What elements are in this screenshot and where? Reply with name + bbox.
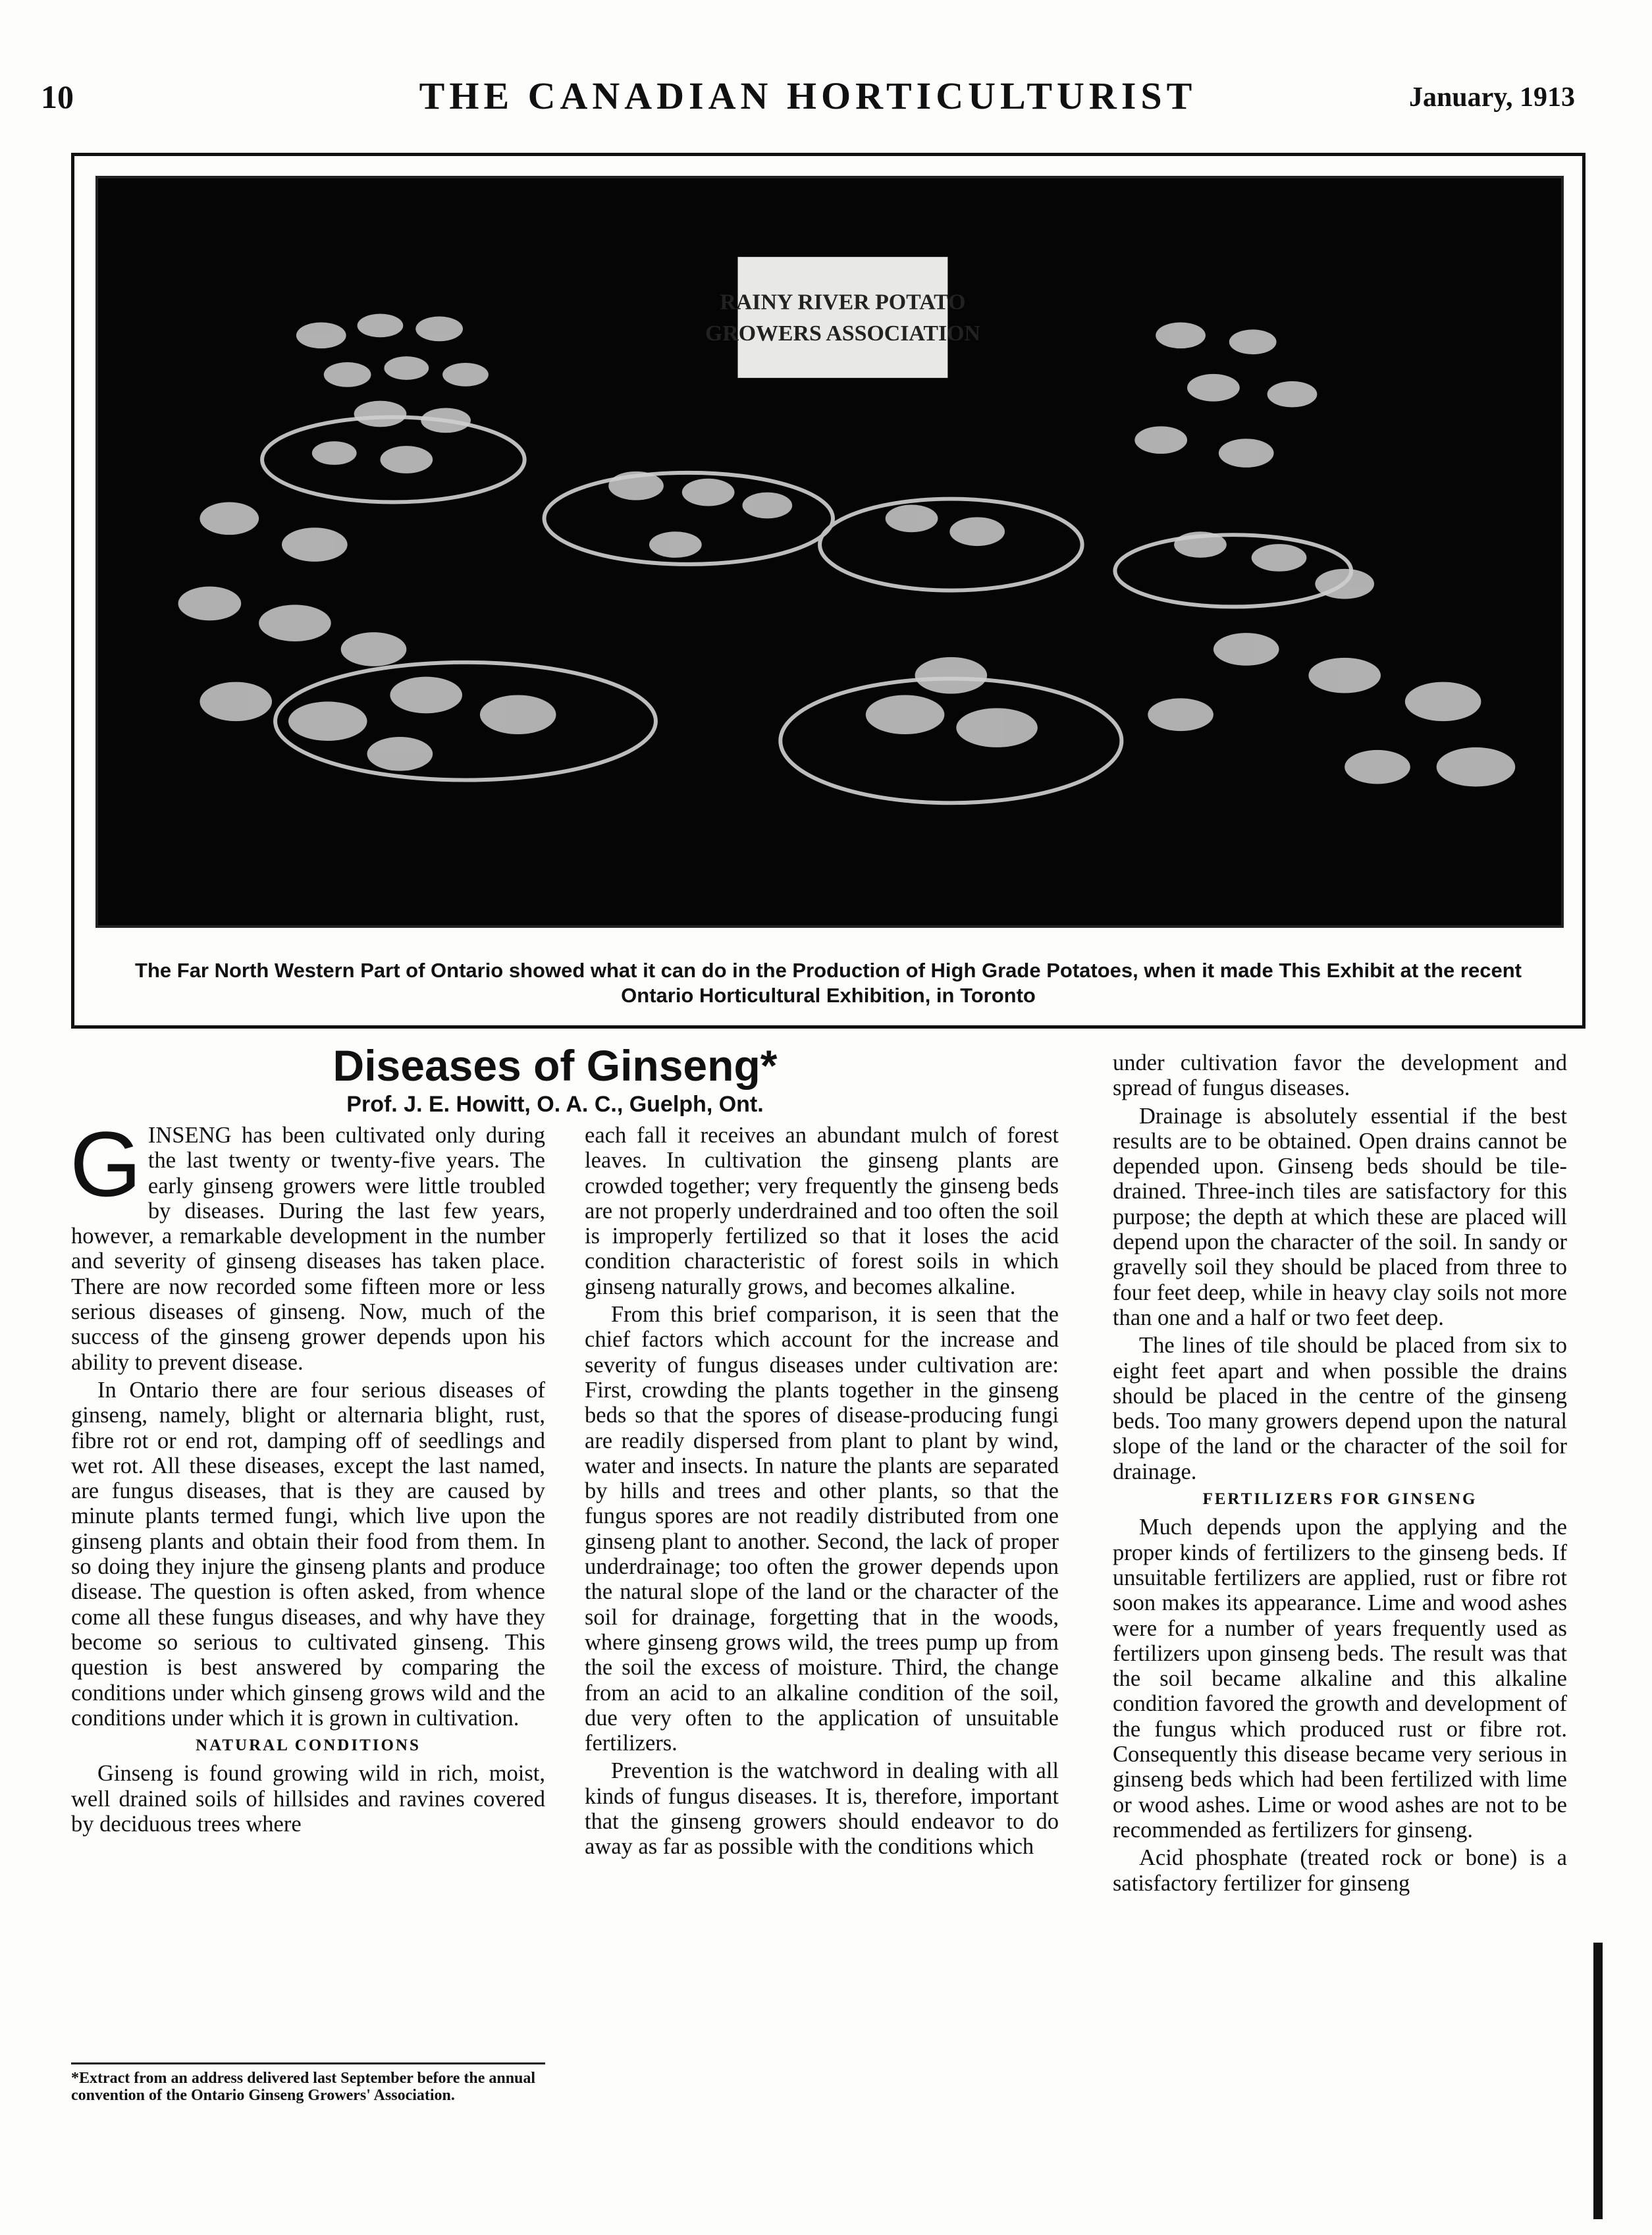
article-byline: Prof. J. E. Howitt, O. A. C., Guelph, Ont. (346, 1092, 764, 1117)
section-heading: NATURAL CONDITIONS (196, 1737, 421, 1755)
paragraph: Ginseng is found growing wild in rich, moist, well drained soils of hillsides and ravines covered by deciduous trees where (71, 1761, 545, 1837)
section-heading: FERTILIZERS FOR GINSENG (1202, 1490, 1478, 1509)
photo-caption: The Far North Western Part of Ontario showed what it can do in the Production of High Grade Potatoes, when it made This Exhibit at the recent Ontario Horticultural Exhibition, in Toronto (135, 959, 1522, 1007)
article-title: Diseases of Ginseng* (333, 1041, 778, 1090)
text-column-2 (585, 1123, 1059, 1862)
svg-text:GROWERS ASSOCIATION: GROWERS ASSOCIATION (705, 321, 980, 346)
paragraph: each fall it receives an abundant mulch of forest leaves. In cultivation the ginseng plants are crowded together; very frequently the ginseng beds are not properly underdrained and too often the soil is improperly fertilized so that it loses the acid condition characteristic of forest soils in which ginseng naturally grows, and becomes alkaline. (585, 1123, 1059, 1299)
exhibit-photo (95, 176, 1564, 928)
potato-exhibit-image (98, 178, 1561, 925)
drop-cap: G (70, 1112, 142, 1216)
paragraph (70, 1112, 545, 1375)
exhibit-sign (705, 257, 980, 378)
paragraph-text: INSENG has been cultivated only during the last twenty or twenty-five years. The early ginseng growers were little troubled by diseases. During the last few years, however, a remarkable development in the number and severity of ginseng diseases has taken place. There are now recorded some fifteen more or less serious diseases of ginseng. Now, much of the success of the ginseng grower depends upon his ability to prevent disease. (71, 1123, 545, 1375)
paragraph: under cultivation favor the development and spread of fungus diseases. (1113, 1050, 1567, 1101)
footnote: *Extract from an address delivered last September before the annual convention of the Ontario Ginseng Growers' Association. (71, 2062, 545, 2104)
text-column-1 (70, 1112, 545, 1839)
paragraph: Prevention is the watchword in dealing with all kinds of fungus diseases. It is, therefore, important that the ginseng growers should endeavor to do away as far as possible with the conditions which (585, 1758, 1059, 1860)
page-edge-shadow (1593, 1943, 1603, 2219)
page-header (41, 74, 1575, 124)
text-column-3 (1113, 1050, 1567, 1898)
paragraph: From this brief comparison, it is seen that the chief factors which account for the increase and severity of fungus diseases under cultivation are: First, crowding the plants together in the ginseng beds so that the spores of disease-producing fungi are readily dispersed from plant to plant by wind, water and insects. In nature the plants are separated by hills and trees and other plants, so that the fungus spores are not readily distributed from one ginseng plant to another. Second, the lack of proper underdrainage; too often the grower depends upon the natural slope of the land or the character of the soil for drainage, forgetting that in the woods, where ginseng grows wild, the trees pump up from the soil the excess of moisture. Third, the change from an acid to an alkaline condition of the soil, due very often to the application of unsuitable fertilizers. (585, 1302, 1059, 1756)
issue-date: January, 1913 (1408, 82, 1575, 113)
svg-text:RAINY RIVER POTATO: RAINY RIVER POTATO (720, 290, 966, 315)
page-number: 10 (41, 78, 74, 115)
paragraph: Drainage is absolutely essential if the best results are to be obtained. Open drains cannot be depended upon. Ginseng beds should be tile-drained. Three-inch tiles are satisfactory for this purpose; the depth at which these are placed will depend upon the character of the soil. In sandy or gravelly soil they should be placed from three to four feet deep, while in heavy clay soils not more than one and a half or two feet deep. (1113, 1103, 1567, 1330)
paragraph: Acid phosphate (treated rock or bone) is a satisfactory fertilizer for ginseng (1113, 1845, 1567, 1896)
paragraph: The lines of tile should be placed from six to eight feet apart and when possible the drains should be placed in the centre of the ginseng beds. Too many growers depend upon the natural slope of the land or the character of the soil for drainage. (1113, 1333, 1567, 1484)
paragraph: In Ontario there are four serious diseases of ginseng, namely, blight or alternaria blight, rust, fibre rot or end rot, damping off of seedlings and wet rot. All these diseases, except the last named, are fungus diseases, that is they are caused by minute plants termed fungi, which live upon the ginseng plants and obtain their food from them. In so doing they injure the ginseng plants and produce disease. The question is often asked, from whence come all these fungus diseases, and why have they become so serious to cultivated ginseng. This question is best answered by comparing the conditions under which ginseng grows wild and the conditions under which it is grown in cultivation. (71, 1377, 545, 1731)
masthead: THE CANADIAN HORTICULTURIST (419, 74, 1197, 117)
photo-figure (71, 153, 1585, 1029)
paragraph: Much depends upon the applying and the proper kinds of fertilizers to the ginseng beds. If unsuitable fertilizers are applied, rust or fibre rot soon makes its appearance. Lime and wood ashes were for a number of years frequently used as fertilizers upon ginseng beds. The result was that the soil became alkaline and this alkaline condition favored the growth and development of the fungus which produced rust or fibre rot. Consequently this disease became very serious in ginseng beds which had been fertilized with lime or wood ashes. Lime or wood ashes are not to be recommended as fertilizers for ginseng. (1113, 1515, 1567, 1843)
